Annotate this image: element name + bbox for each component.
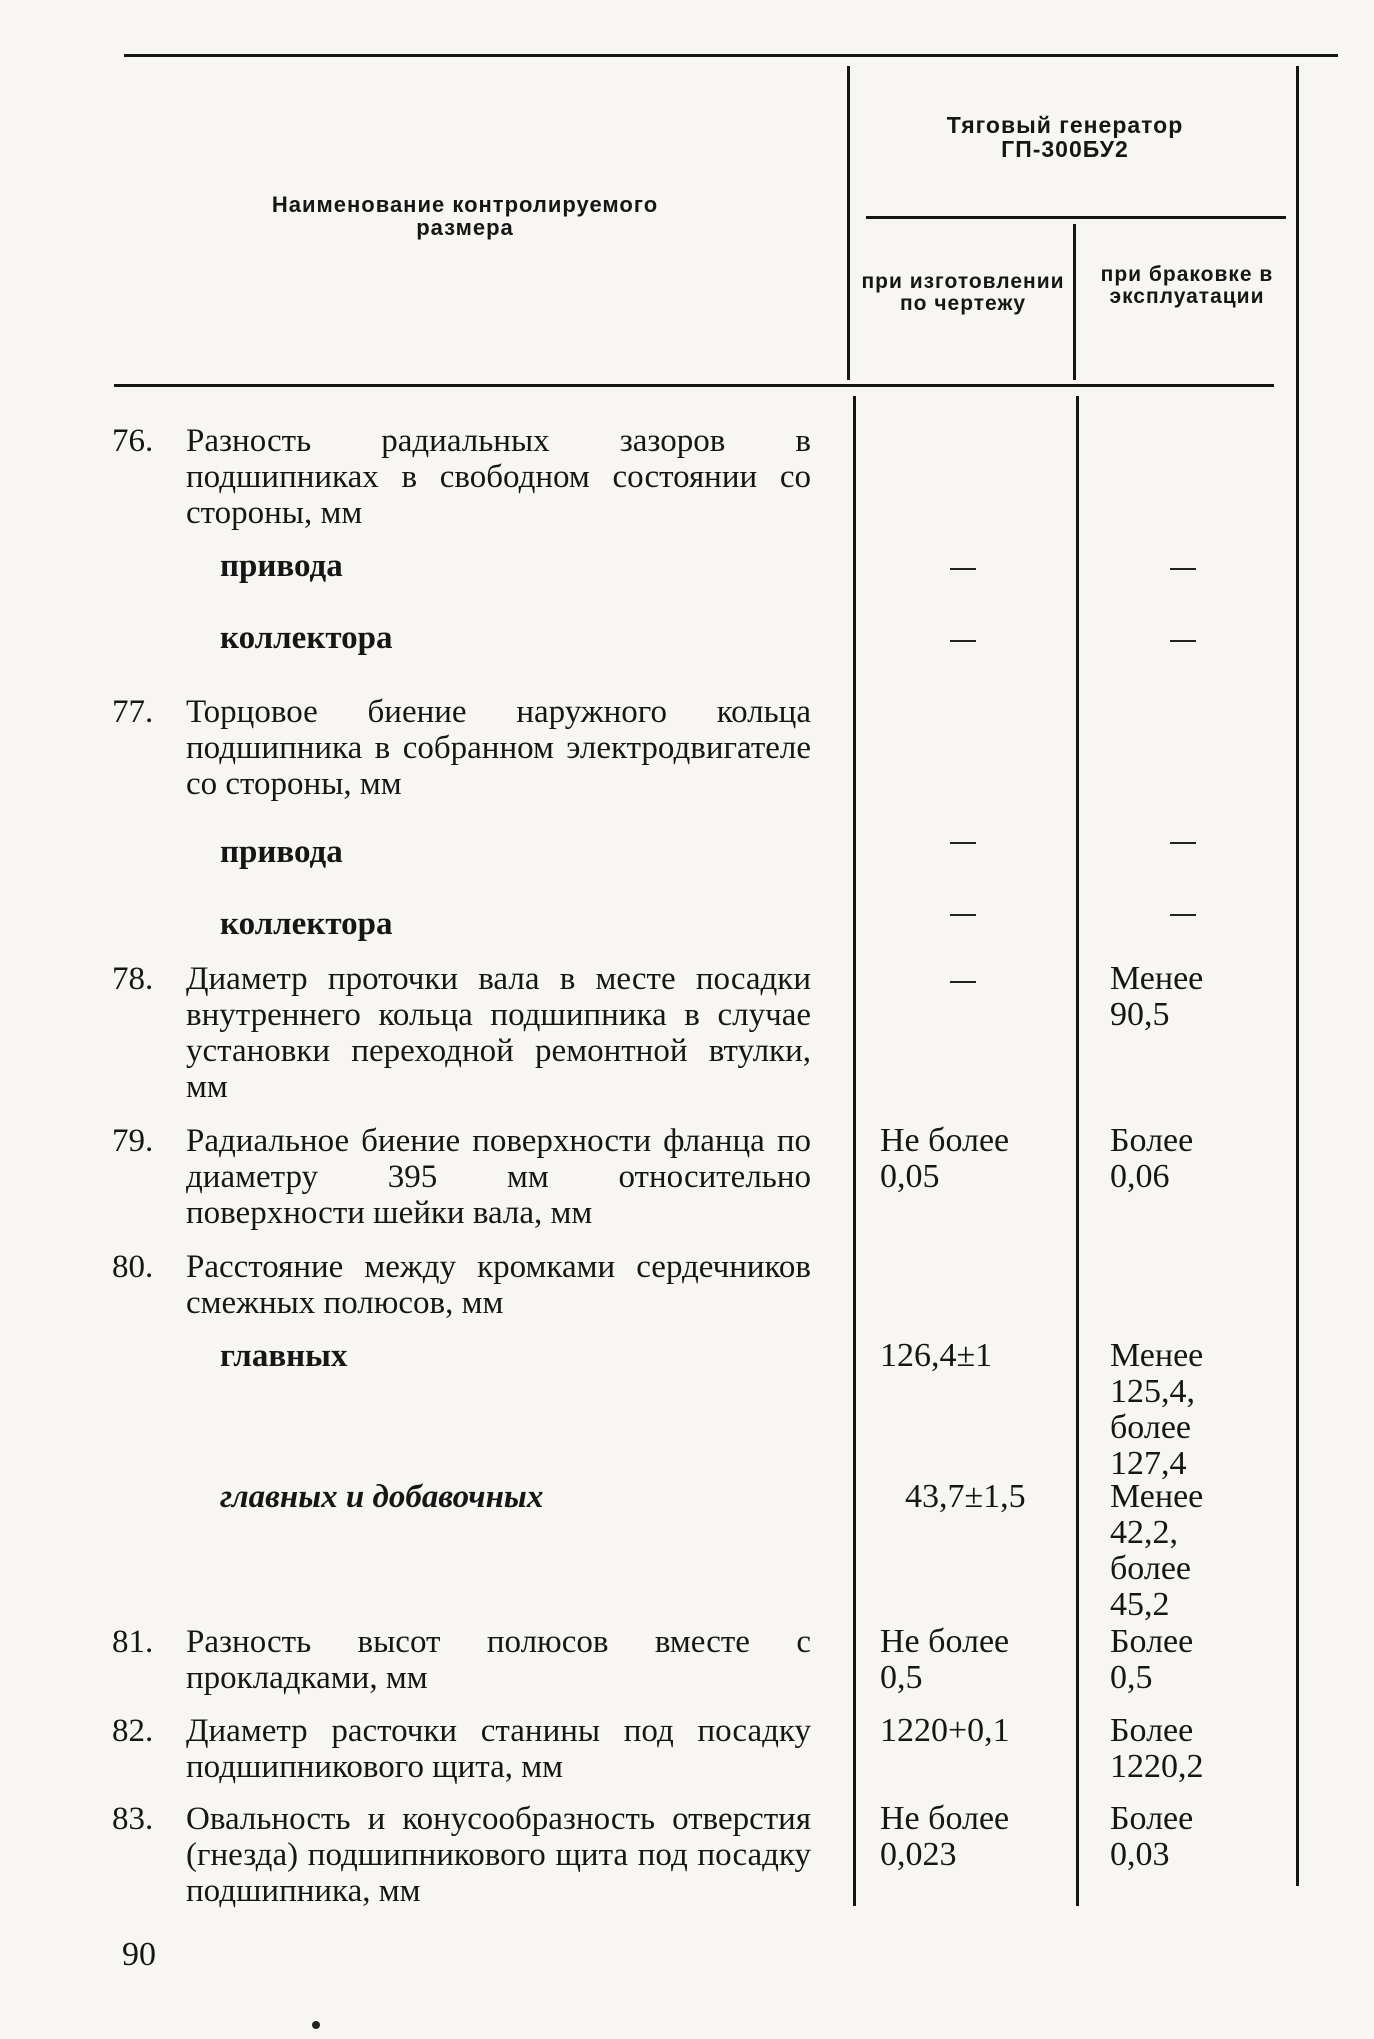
value-rejection: Более 1220,2 (1110, 1712, 1204, 1785)
row-name: Разность высот полюсов вместе с прокладками, мм (186, 1624, 811, 1696)
row-name: Разность радиальных зазоров в подшипниках в свободном состоянии со стороны, мм (186, 423, 811, 531)
row-name: Диаметр проточки вала в месте посадки внутреннего кольца подшипника в случае установки переходной ремонтной втулки, мм (186, 961, 811, 1105)
empty-dash (950, 842, 976, 844)
value-manufacture (880, 894, 1080, 916)
value-manufacture (880, 620, 1080, 642)
value-manufacture: Не более 0,05 (880, 1122, 1010, 1195)
row-name: Расстояние между кромками сердечников смежных полюсов, мм (186, 1249, 811, 1321)
value-manufacture (880, 548, 1080, 570)
row-number: 78. (112, 961, 154, 997)
row-number: 83. (112, 1801, 154, 1837)
value-manufacture: 1220+0,1 (880, 1712, 1010, 1749)
row-name: Торцовое биение наружного кольца подшипника в собранном электродвигателе со стороны, мм (186, 694, 811, 802)
value-rejection: Менее 125,4, более 127,4 (1110, 1337, 1204, 1482)
empty-dash (1170, 640, 1196, 642)
row-number: 82. (112, 1713, 154, 1749)
header-group: Тяговый генератор ГП-300БУ2 (946, 112, 1184, 163)
top-rule (124, 54, 1338, 57)
page-number: 90 (122, 1936, 156, 1973)
group-rule (866, 216, 1286, 219)
value-manufacture: 126,4±1 (880, 1337, 993, 1374)
value-rejection: Более 0,03 (1110, 1800, 1194, 1873)
value-rejection (1110, 894, 1270, 916)
row-name: Радиальное биение поверхности фланца по диаметру 395 мм относительно поверхности шейки вала, мм (186, 1123, 811, 1231)
empty-dash (950, 640, 976, 642)
row-name: Овальность и конусообразность отверстия (гнезда) подшипникового щита под посадку подшипника, мм (186, 1801, 811, 1909)
empty-dash (950, 914, 976, 916)
value-manufacture: Не более 0,023 (880, 1800, 1010, 1873)
value-rejection: Более 0,06 (1110, 1122, 1194, 1195)
row-number: 81. (112, 1624, 154, 1660)
print-speck (312, 2021, 320, 2029)
subrow-label: привода (220, 834, 343, 870)
subrow-label: главных (220, 1338, 348, 1374)
header-col-manufacture: при изготовлении по чертежу (861, 270, 1065, 316)
column-divider-1-body (853, 396, 856, 1906)
subrow-label: привода (220, 548, 343, 584)
subrow-label: главных и добавочных (220, 1479, 544, 1515)
row-name: Диаметр расточки станины под посадку подшипникового щита, мм (186, 1713, 811, 1785)
empty-dash (1170, 914, 1196, 916)
row-number: 79. (112, 1123, 154, 1159)
value-rejection (1110, 822, 1270, 844)
value-rejection: Более 0,5 (1110, 1623, 1194, 1696)
value-rejection: Менее 42,2, более 45,2 (1110, 1478, 1204, 1623)
row-number: 76. (112, 423, 154, 459)
value-manufacture (880, 961, 1080, 983)
value-manufacture (880, 822, 1080, 844)
subrow-label: коллектора (220, 906, 393, 942)
header-bottom-rule (114, 384, 1274, 387)
value-rejection (1110, 548, 1270, 570)
empty-dash (1170, 568, 1196, 570)
value-manufacture: 43,7±1,5 (905, 1478, 1026, 1515)
row-number: 80. (112, 1249, 154, 1285)
empty-dash (950, 981, 976, 983)
empty-dash (1170, 842, 1196, 844)
column-divider-2 (1073, 224, 1076, 380)
subrow-label: коллектора (220, 620, 393, 656)
empty-dash (950, 568, 976, 570)
value-rejection: Менее 90,5 (1110, 960, 1204, 1033)
table-right-border (1296, 66, 1299, 1886)
column-divider-1 (847, 66, 850, 380)
value-rejection (1110, 620, 1270, 642)
header-name-column: Наименование контролируемого размера (271, 192, 659, 241)
row-number: 77. (112, 694, 154, 730)
value-manufacture: Не более 0,5 (880, 1623, 1010, 1696)
header-col-rejection: при браковке в эксплуатации (1100, 263, 1274, 309)
